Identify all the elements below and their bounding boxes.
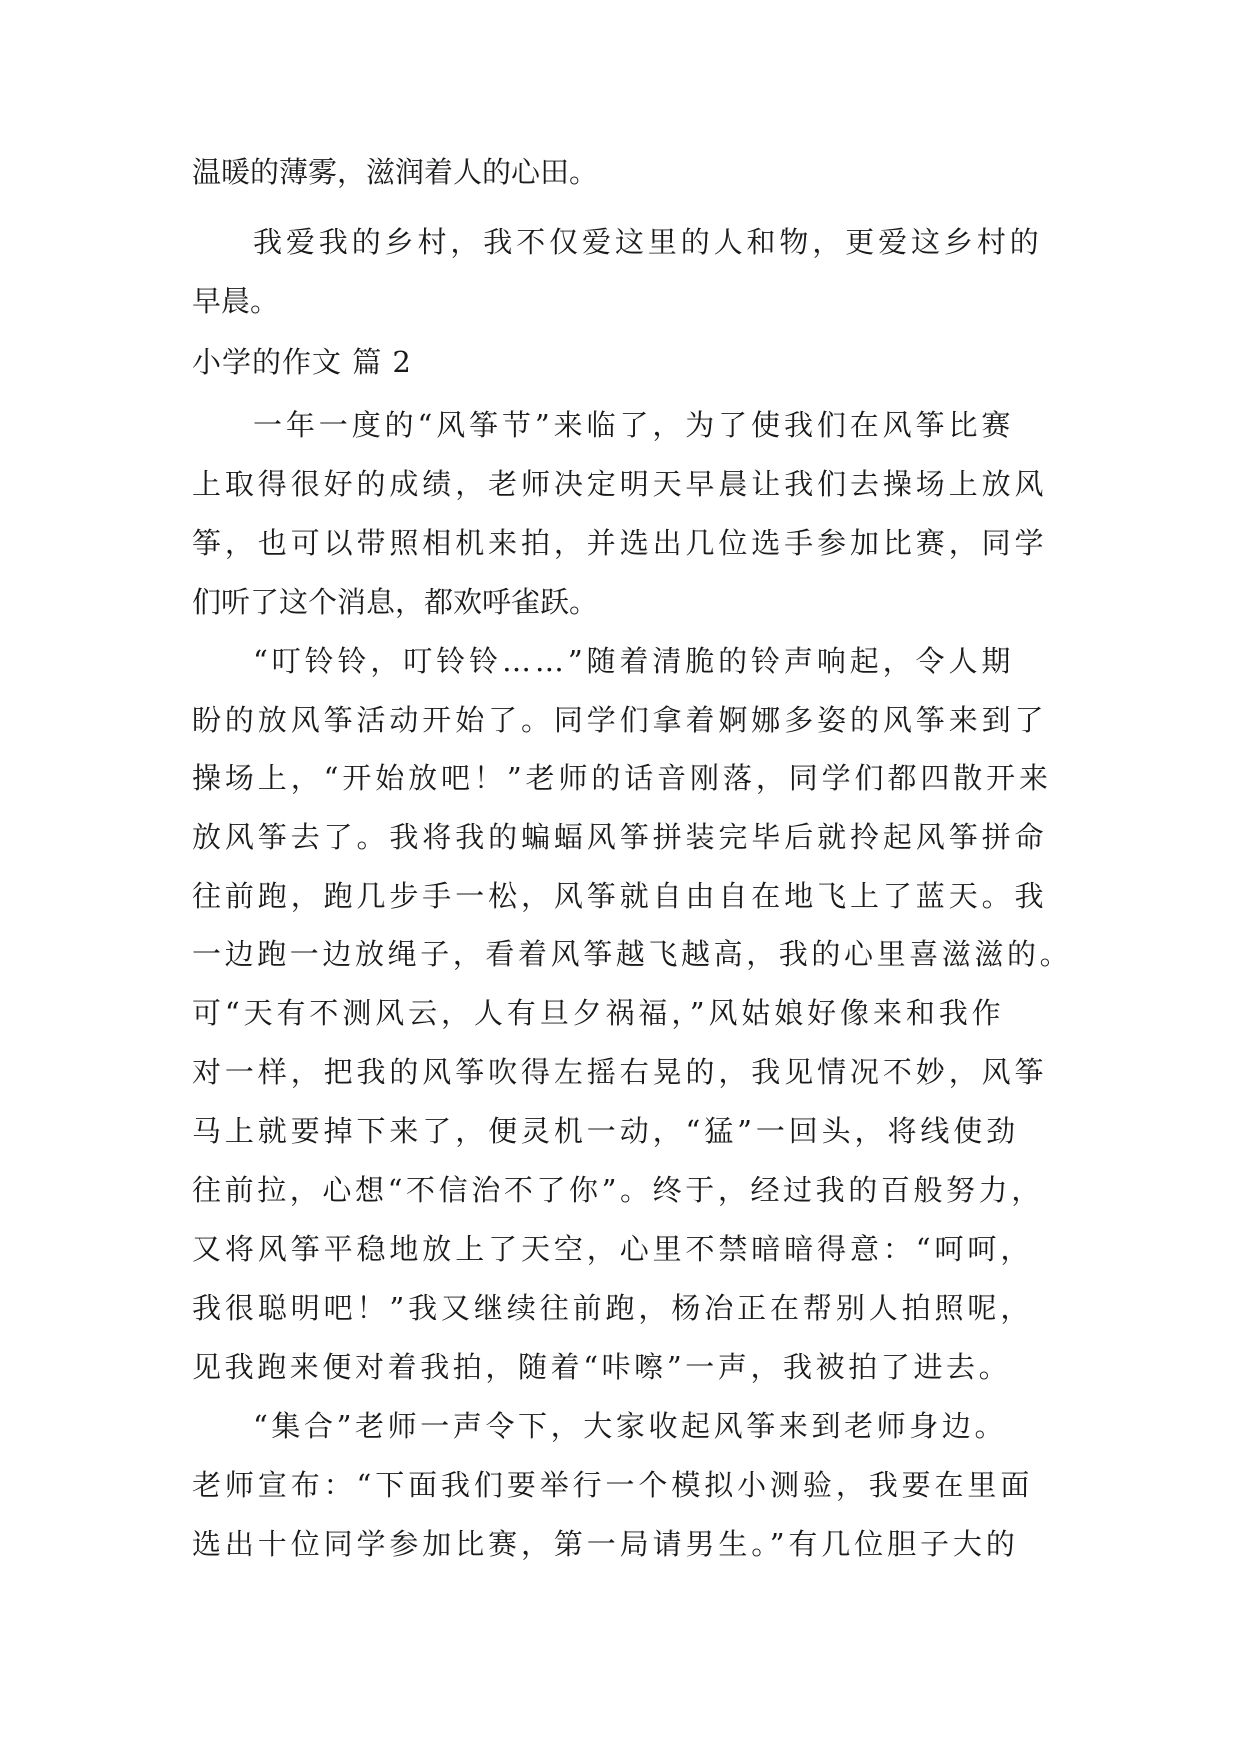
text-line: 们听了这个消息，都欢呼雀跃。	[192, 585, 599, 619]
text-line: 一边跑一边放绳子，看着风筝越飞越高，我的心里喜滋滋的。	[192, 937, 1073, 971]
text-line: 往前拉，心想“不信治不了你”。终于，经过我的百般努力，	[192, 1173, 1044, 1207]
text-line: 选出十位同学参加比赛，第一局请男生。”有几位胆子大的	[192, 1527, 1019, 1561]
paragraph-start: “叮铃铃，叮铃铃……”随着清脆的铃声响起，令人期	[253, 644, 1015, 678]
text-line: 又将风筝平稳地放上了天空，心里不禁暗暗得意：“呵呵，	[192, 1232, 1034, 1266]
text-line: 盼的放风筝活动开始了。同学们拿着婀娜多姿的风筝来到了	[192, 703, 1048, 737]
text-line: 可“天有不测风云，人有旦夕祸福，”风姑娘好像来和我作	[192, 996, 1005, 1030]
paragraph-start: “集合”老师一声令下，大家收起风筝来到老师身边。	[253, 1409, 1008, 1443]
text-line: 操场上，“开始放吧！”老师的话音刚落，同学们都四散开来	[192, 761, 1052, 795]
text-line: 对一样，把我的风筝吹得左摇右晃的，我见情况不妙，风筝	[192, 1055, 1048, 1089]
text-line: 见我跑来便对着我拍，随着“咔嚓”一声，我被拍了进去。	[192, 1350, 1012, 1384]
text-line: 马上就要掉下来了，便灵机一动，“猛”一回头，将线使劲	[192, 1114, 1020, 1148]
text-line: 早晨。	[192, 284, 280, 318]
paragraph-start: 一年一度的“风筝节”来临了，为了使我们在风筝比赛	[253, 408, 1015, 442]
text-line: 我很聪明吧！”我又继续往前跑，杨冶正在帮别人拍照呢，	[192, 1291, 1034, 1325]
text-line: 上取得很好的成绩，老师决定明天早晨让我们去操场上放风	[192, 467, 1048, 501]
text-line: 往前跑，跑几步手一松，风筝就自由自在地飞上了蓝天。我	[192, 879, 1048, 913]
section-heading: 小学的作文 篇 2	[192, 345, 412, 379]
text-line: 温暖的薄雾，滋润着人的心田。	[192, 155, 599, 189]
paragraph-start: 我爱我的乡村，我不仅爱这里的人和物，更爱这乡村的	[253, 225, 1043, 259]
text-line: 老师宣布：“下面我们要举行一个模拟小测验，我要在里面	[192, 1468, 1034, 1502]
text-line: 筝，也可以带照相机来拍，并选出几位选手参加比赛，同学	[192, 526, 1048, 560]
text-line: 放风筝去了。我将我的蝙蝠风筝拼装完毕后就拎起风筝拼命	[192, 820, 1048, 854]
